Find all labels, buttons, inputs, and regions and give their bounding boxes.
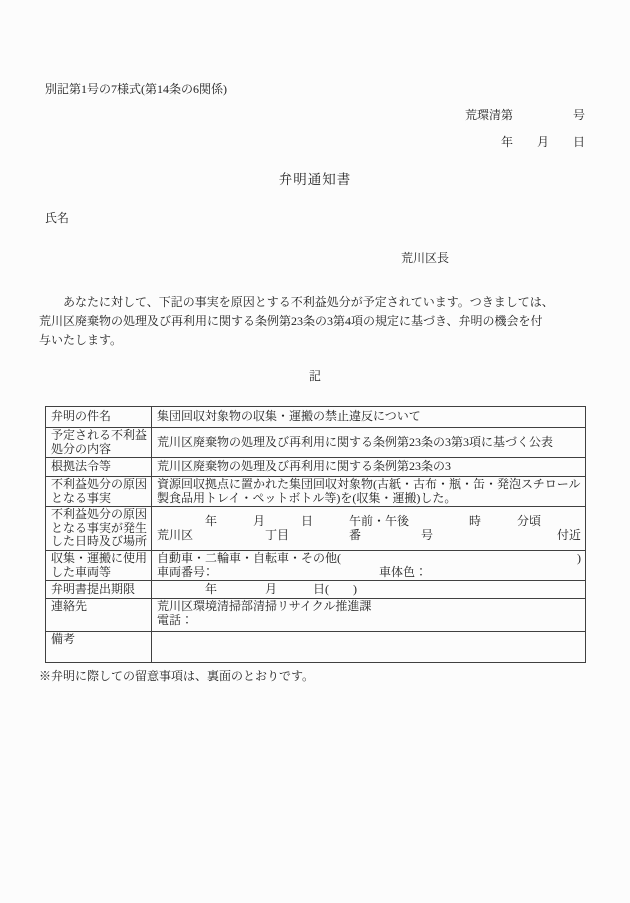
row-deadline (46, 581, 586, 599)
row-remarks-value (152, 632, 586, 663)
row-vehicle-label: 収集・運搬に使用した車両等 (46, 551, 152, 581)
row-datetime-place-value (152, 507, 586, 551)
record-mark: 記 (308, 369, 321, 383)
row-subject-label: 弁明の件名 (46, 407, 152, 428)
body-line-2: 荒川区廃棄物の処理及び再利用に関する条例第23条の3第4項の規定に基づき、弁明の機会を付 (39, 314, 543, 328)
row-vehicle (46, 551, 586, 581)
place-blank-line (157, 529, 581, 543)
contact-department: 荒川区環境清掃部清掃リサイクル推進課 (157, 599, 372, 613)
body-line-1: あなたに対して、下記の事実を原因とする不利益処分が予定されています。つきましては、 (39, 295, 554, 309)
row-remarks-label: 備考 (46, 632, 152, 663)
form-reference: 別記第1号の7様式(第14条の6関係) (45, 82, 227, 96)
body-line-3: 与いたします。 (39, 333, 123, 347)
row-legal-basis-value: 荒川区廃棄物の処理及び再利用に関する条例第23条の3 (152, 458, 586, 477)
details-table (45, 406, 586, 663)
place-blank-right: 付近 (556, 527, 581, 542)
row-deadline-label: 弁明書提出期限 (46, 581, 152, 599)
row-datetime-place-label: 不利益処分の原因となる事実が発生した日時及び場所 (46, 507, 152, 551)
datetime-blank-line: 年 月 日 午前・午後 時 分頃 (157, 514, 542, 528)
body-paragraph (39, 293, 585, 350)
contact-phone-label: 電話： (157, 612, 194, 627)
row-planned-disposition (46, 428, 586, 458)
row-planned-disposition-value: 荒川区廃棄物の処理及び再利用に関する条例第23条の3第3項に基づく公表 (152, 428, 586, 458)
vehicle-type-line (157, 552, 581, 566)
row-vehicle-value (152, 551, 586, 581)
row-contact-label: 連絡先 (46, 599, 152, 632)
row-facts (46, 477, 586, 507)
issuer-name: 荒川区長 (401, 251, 450, 265)
row-datetime-place (46, 507, 586, 551)
row-facts-value: 資源回収拠点に置かれた集団回収対象物(古紙・古布・瓶・缶・発泡スチロール製食品用トレイ・ペットボトル等)を(収集・運搬)した。 (152, 477, 586, 507)
row-legal-basis-label: 根拠法令等 (46, 458, 152, 477)
row-legal-basis (46, 458, 586, 477)
vehicle-number-color-line: 車両番号： 車体色： (157, 564, 428, 579)
footnote: ※弁明に際しての留意事項は、裏面のとおりです。 (39, 669, 315, 683)
row-subject (46, 407, 586, 428)
row-contact-value (152, 599, 586, 632)
row-remarks (46, 632, 586, 663)
page-title: 弁明通知書 (278, 172, 352, 187)
vehicle-type-close-paren: ) (577, 551, 581, 565)
recipient-name-label: 氏名 (45, 211, 70, 225)
place-blank-left: 荒川区 丁目 番 号 (157, 527, 434, 542)
row-facts-label: 不利益処分の原因となる事実 (46, 477, 152, 507)
document-number-line: 荒環清第 号 (464, 108, 585, 122)
row-deadline-value: 年 月 日( ) (152, 581, 586, 599)
row-subject-value: 集団回収対象物の収集・運搬の禁止違反について (152, 407, 586, 428)
row-planned-disposition-label: 予定される不利益処分の内容 (46, 428, 152, 458)
row-contact (46, 599, 586, 632)
vehicle-type-options: 自動車・二輪車・自転車・その他( (157, 551, 341, 565)
date-line: 年 月 日 (500, 135, 585, 149)
